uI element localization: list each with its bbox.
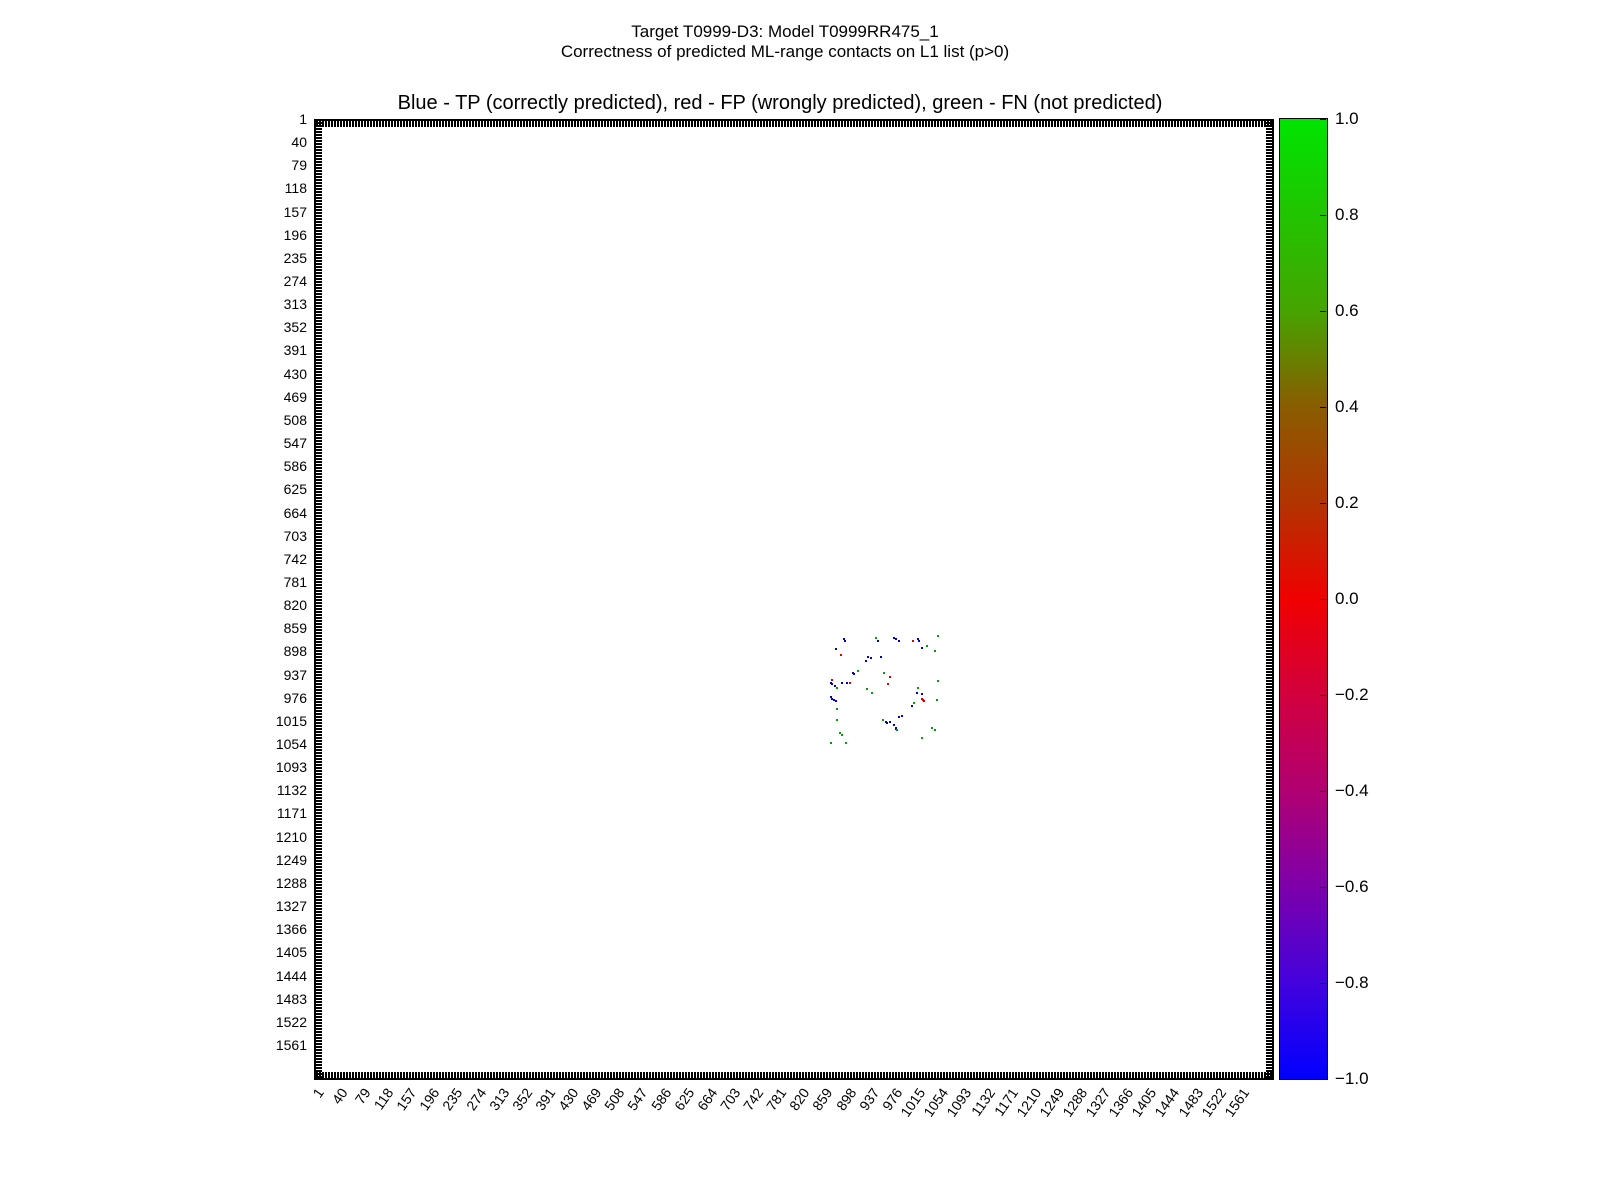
x-tick-label: 781 [763, 1085, 790, 1114]
scatter-point [849, 682, 851, 684]
x-tick-label: 508 [601, 1085, 628, 1114]
colorbar-tick-mark [1320, 887, 1326, 888]
colorbar-tick-mark [1320, 215, 1326, 216]
x-tick-label: 937 [855, 1085, 883, 1114]
colorbar-tick-mark [1320, 311, 1326, 312]
x-tick-label: 547 [624, 1085, 651, 1114]
x-tick-label: 1405 [1128, 1085, 1160, 1120]
scatter-point [896, 729, 898, 731]
x-tick-label: 1 [309, 1085, 328, 1101]
scatter-point [917, 687, 919, 689]
y-tick-label: 118 [284, 180, 307, 197]
x-tick-label: 976 [878, 1085, 906, 1114]
figure-title-line2: Correctness of predicted ML-range contacts on L1 list (p>0) [560, 42, 1010, 61]
scatter-point [866, 688, 868, 690]
x-tick-label: 157 [393, 1085, 420, 1114]
x-tick-label: 235 [439, 1085, 466, 1114]
x-tick-label: 1093 [943, 1085, 975, 1120]
scatter-point [831, 679, 833, 681]
scatter-point [893, 724, 895, 726]
y-tick-label: 508 [283, 411, 307, 428]
x-tick-label: 1327 [1082, 1085, 1114, 1120]
scatter-point [870, 657, 872, 659]
scatter-point [889, 676, 891, 678]
y-tick-label: 79 [291, 157, 307, 174]
x-tick-label: 1054 [920, 1085, 952, 1120]
x-tick-label: 469 [578, 1085, 605, 1114]
scatter-point [898, 640, 900, 642]
y-tick-label: 196 [283, 226, 307, 243]
scatter-point [835, 700, 837, 702]
scatter-point [877, 640, 879, 642]
y-tick-label: 547 [283, 435, 307, 452]
scatter-point [921, 737, 923, 739]
y-tick-label: 157 [283, 203, 307, 220]
x-tick-label: 430 [554, 1085, 582, 1114]
colorbar-tick-label: −0.6 [1335, 877, 1369, 896]
colorbar-tick-label: −0.2 [1335, 685, 1369, 704]
y-tick-label: 352 [283, 319, 307, 336]
colorbar-tick-label: 0.4 [1335, 397, 1359, 416]
colorbar-tick-label: 1.0 [1335, 109, 1359, 128]
scatter-point [916, 692, 918, 694]
y-tick-label: 235 [283, 249, 307, 266]
x-tick-label: 586 [647, 1085, 674, 1114]
y-tick-label: 976 [283, 689, 307, 706]
scatter-point [889, 721, 891, 723]
scatter-point [844, 640, 846, 642]
y-tick-label: 1405 [275, 944, 307, 961]
y-tick-label: 742 [283, 550, 307, 567]
scatter-point [831, 683, 833, 685]
scatter-point [880, 656, 882, 658]
scatter-point [841, 734, 843, 736]
scatter-point [867, 656, 869, 658]
x-tick-label: 742 [739, 1085, 767, 1114]
scatter-point [883, 672, 885, 674]
x-tick-label: 1288 [1059, 1085, 1091, 1120]
plot-area [314, 119, 1274, 1080]
y-tick-label: 1 [299, 111, 307, 127]
x-tick-label: 1210 [1013, 1085, 1044, 1120]
x-tick-label: 118 [370, 1085, 397, 1113]
scatter-point [840, 654, 842, 656]
x-tick-label: 625 [670, 1085, 698, 1114]
scatter-point [926, 645, 928, 647]
scatter-point [836, 687, 838, 689]
scatter-point [853, 673, 855, 675]
x-tick-label: 40 [328, 1085, 351, 1107]
x-tick-label: 820 [786, 1085, 813, 1114]
y-tick-label: 1093 [275, 759, 307, 776]
scatter-point [898, 716, 900, 718]
scatter-point [912, 640, 914, 642]
y-tick-label: 1483 [275, 990, 307, 1007]
scatter-point [835, 648, 837, 650]
y-tick-label: 1249 [275, 851, 307, 868]
y-tick-label: 1561 [275, 1036, 307, 1053]
colorbar-tick-label: −1.0 [1335, 1069, 1369, 1088]
x-tick-label: 274 [462, 1085, 489, 1114]
scatter-point [918, 640, 920, 642]
scatter-point [931, 727, 933, 729]
scatter-point [934, 650, 936, 652]
scatter-point [836, 708, 838, 710]
y-tick-label: 898 [283, 643, 307, 660]
y-tick-label: 820 [283, 597, 307, 614]
scatter-point [875, 637, 877, 639]
scatter-point [871, 692, 873, 694]
y-tick-label: 781 [283, 573, 307, 590]
y-tick-label: 469 [283, 388, 307, 405]
x-tick-label: 1366 [1105, 1085, 1137, 1120]
colorbar-tick-mark [1320, 503, 1326, 504]
figure-title [5, 22, 1565, 62]
y-tick-label: 1522 [275, 1013, 307, 1030]
x-tick-label: 859 [809, 1085, 836, 1114]
y-tick-label: 1015 [275, 712, 307, 729]
colorbar-tick-label: −0.4 [1335, 781, 1369, 800]
scatter-point [937, 635, 939, 637]
colorbar-tick-label: −0.8 [1335, 973, 1369, 992]
scatter-point [882, 719, 884, 721]
x-tick-label: 703 [716, 1085, 744, 1114]
colorbar-tick-mark [1320, 983, 1326, 984]
y-tick-label: 274 [283, 273, 307, 290]
x-tick-label: 196 [416, 1085, 443, 1114]
x-tick-label: 1483 [1174, 1085, 1206, 1120]
x-tick-label: 1015 [897, 1085, 929, 1120]
x-tick-label: 1249 [1036, 1085, 1068, 1120]
scatter-point [893, 637, 895, 639]
x-tick-label: 352 [508, 1085, 536, 1114]
y-tick-label: 313 [283, 296, 307, 313]
colorbar-tick-mark [1320, 599, 1326, 600]
scatter-point [923, 700, 925, 702]
x-tick-label: 898 [832, 1085, 859, 1114]
scatter-points-layer [316, 121, 1272, 1078]
scatter-point [901, 715, 903, 717]
y-tick-label: 586 [283, 458, 307, 475]
y-tick-label: 1327 [275, 898, 307, 915]
x-tick-label: 664 [693, 1085, 721, 1114]
y-tick-label: 1171 [276, 805, 307, 822]
scatter-point [934, 729, 936, 731]
y-tick-label: 859 [283, 620, 307, 637]
scatter-point [937, 680, 939, 682]
scatter-point [921, 647, 923, 649]
y-tick-label: 1366 [275, 921, 307, 938]
colorbar-tick-label: 0.8 [1335, 205, 1359, 224]
scatter-point [830, 742, 832, 744]
scatter-point [857, 670, 859, 672]
scatter-point [841, 682, 843, 684]
x-tick-label: 313 [485, 1085, 513, 1114]
y-tick-label: 1054 [275, 736, 307, 753]
y-tick-label: 1132 [276, 782, 307, 799]
scatter-point [911, 705, 913, 707]
axes-title: Blue - TP (correctly predicted), red - FP (wrongly predicted), green - FN (not predicted) [397, 92, 1163, 114]
y-tick-label: 391 [283, 342, 307, 359]
y-tick-label: 430 [283, 365, 307, 382]
scatter-point [845, 742, 847, 744]
x-tick-label: 1522 [1198, 1085, 1229, 1120]
y-tick-label: 937 [283, 666, 307, 683]
colorbar-tick-mark [1320, 407, 1326, 408]
y-tick-label: 664 [283, 504, 307, 521]
y-tick-label: 703 [283, 527, 307, 544]
scatter-point [913, 702, 915, 704]
colorbar-tick-label: 0.0 [1335, 589, 1359, 608]
x-tick-label: 79 [351, 1085, 374, 1107]
y-tick-label: 625 [283, 481, 307, 498]
y-tick-label: 1444 [275, 967, 307, 984]
scatter-point [921, 693, 923, 695]
scatter-point [936, 699, 938, 701]
x-tick-label: 1444 [1151, 1085, 1183, 1120]
y-tick-label: 40 [291, 134, 307, 151]
y-tick-label: 1288 [275, 874, 307, 891]
figure-title-line1: Target T0999-D3: Model T0999RR475_1 [631, 22, 939, 41]
x-tick-label: 1171 [990, 1085, 1021, 1119]
colorbar-tick-mark [1320, 791, 1326, 792]
x-tick-label: 391 [531, 1085, 559, 1114]
colorbar-tick-label: 0.6 [1335, 301, 1359, 320]
scatter-point [886, 722, 888, 724]
x-tick-label: 1561 [1221, 1085, 1253, 1120]
y-tick-label: 1210 [275, 828, 307, 845]
scatter-point [865, 660, 867, 662]
scatter-point [887, 683, 889, 685]
colorbar-tick-mark [1320, 695, 1326, 696]
colorbar-tick-mark [1320, 1079, 1326, 1080]
scatter-point [836, 719, 838, 721]
scatter-point [846, 682, 848, 684]
colorbar-tick-mark [1320, 119, 1326, 120]
x-tick-label: 1132 [967, 1085, 998, 1119]
colorbar-tick-label: 0.2 [1335, 493, 1359, 512]
